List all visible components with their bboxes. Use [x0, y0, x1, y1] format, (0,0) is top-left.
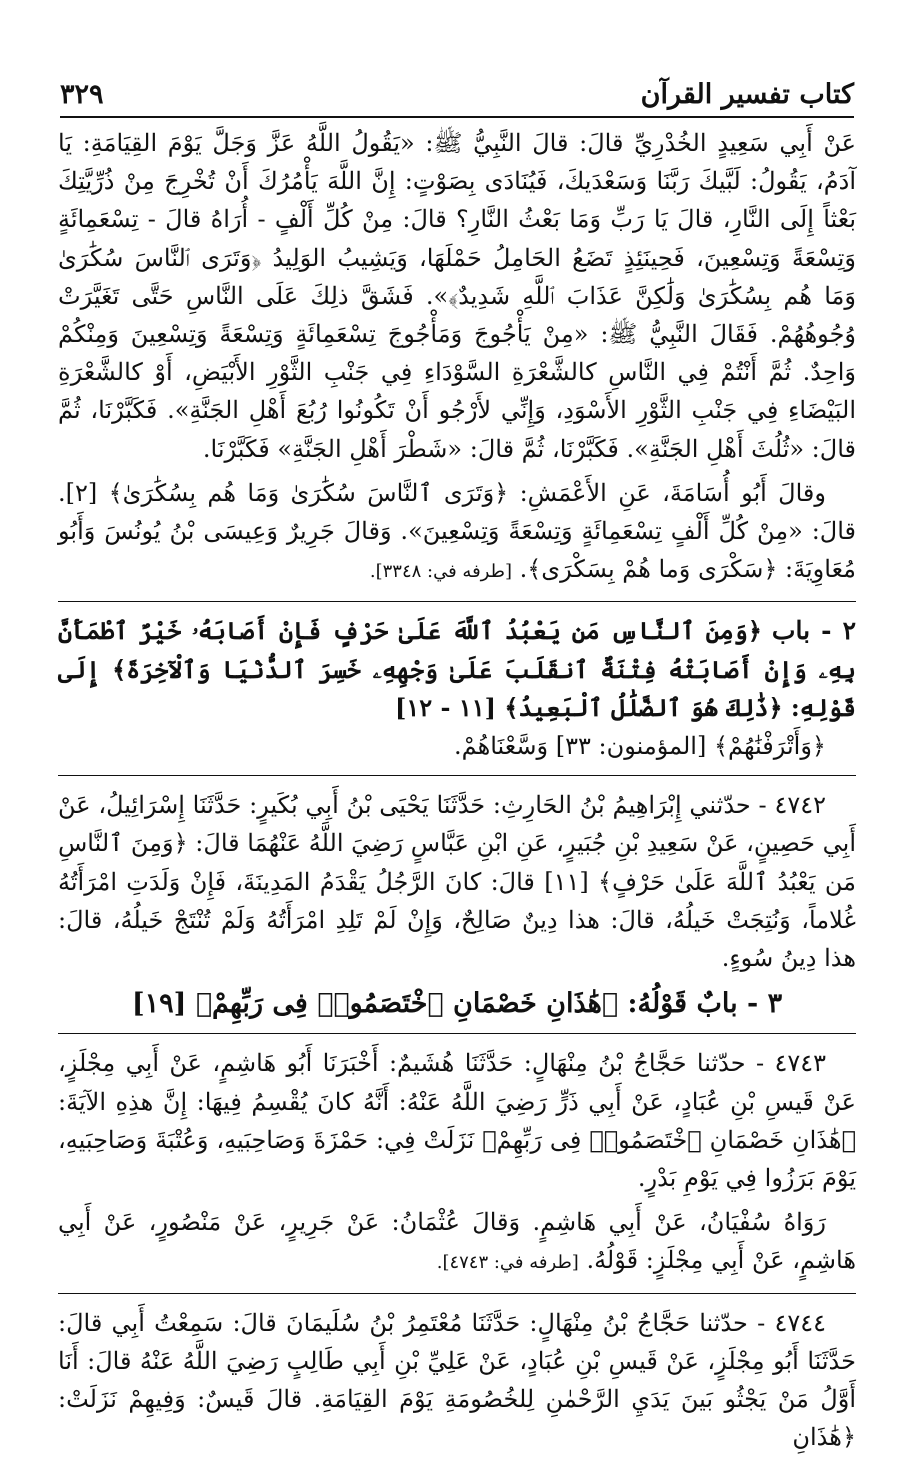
hadith-4742: ٤٧٤٢ - حدّثني إِبْرَاهِيمُ بْنُ الحَارِثِ: حَدَّثَنَا يَحْيَى بْنُ أَبِي بُكَيرٍ: حَدَّثَنَا إِسْرَائِيلُ، عَنْ أَبِي حَصِينٍ، عَنْ سَعِيدِ بْنِ جُبَيرٍ، عَنِ ابْنِ عَبَّاسٍ رَضِيَ اللَّهُ عَنْهُمَا قالَ: ﴿وَمِنَ ٱلنَّاسِ مَن يَعْبُدُ ٱللَّهَ عَلَىٰ حَرْفٍ﴾ [١١] قالَ: كانَ الرَّجُلُ يَقْدَمُ المَدِينَةَ، فَإِنْ وَلَدَتِ امْرَأَتُهُ غُلاماً، وَنُتِجَتْ خَيلُهُ، قالَ: هذا دِينٌ صَالِحٌ، وَإِنْ لَمْ تَلِدِ امْرَأَتُهُ وَلَمْ تُنْتَجْ خَيلُهُ، قالَ: هذا دِينُ سُوءٍ.	[58, 791, 856, 973]
chapter-heading-2	[58, 612, 856, 727]
page-content	[58, 124, 857, 1452]
hadith-continuation-paragraph: عَنْ أَبِي سَعِيدٍ الخُدْرِيِّ قالَ: قالَ النَّبِيُّ ﷺ: «يَقُولُ اللَّهُ عَزَّ وَجَلَّ يَوْمَ القِيَامَةِ: يَا آدَمُ، يَقُولُ: لَبَّيكَ رَبَّنَا وَسَعْدَيكَ، فَيُنَادَى بِصَوْتٍ: إِنَّ اللَّهَ يَأْمُرُكَ أَنْ تُخْرِجَ مِنْ ذُرِّيَّتِكَ بَعْثاً إِلَى النَّارِ، قالَ يَا رَبِّ وَمَا بَعْثُ النَّارِ؟ قالَ: مِنْ كُلِّ أَلْفٍ - أُرَاهُ قالَ - تِسْعَمِائَةٍ وَتِسْعَةً وَتِسْعِينَ، فَحِينَئِذٍ تَضَعُ الحَامِلُ حَمْلَهَا، وَيَشِيبُ الوَلِيدُ ﴿وَتَرَى ٱلنَّاسَ سُكَٰرَىٰ وَمَا هُم بِسُكَٰرَىٰ وَلَٰكِنَّ عَذَابَ ٱللَّهِ شَدِيدٌ﴾». فَشَقَّ ذلِكَ عَلَى النَّاسِ حَتَّى تَغَيَّرَتْ وُجُوهُهُمْ. فَقَالَ النَّبِيُّ ﷺ: «مِنْ يَأْجُوجَ وَمَأْجُوجَ تِسْعَمِائَةٍ وَتِسْعَةً وَتِسْعِينَ وَمِنْكُمْ وَاحِدٌ. ثُمَّ أَنْتُمْ فِي النَّاسِ كالشَّعْرَةِ السَّوْدَاءِ فِي جَنْبِ الثَّوْرِ الأَبْيَضِ، أَوْ كالشَّعْرَةِ البَيْضَاءِ فِي جَنْبِ الثَّوْرِ الأَسْوَدِ، وَإِنِّي لأَرْجُو أَنْ تَكُونُوا رُبُعَ أَهْلِ الجَنَّةِ». فَكَبَّرْنَا، ثُمَّ قالَ: «ثُلُثَ أَهْلِ الجَنَّةِ». فَكَبَّرْنَا، ثُمَّ قالَ: «شَطْرَ أَهْلِ الجَنَّةِ» فَكَبَّرْنَا.	[58, 129, 857, 463]
hadith-4743-note	[58, 1203, 856, 1282]
chapter-label: ٢ - باب	[771, 616, 856, 646]
hadith-4744: ٤٧٤٤ - حدّثنا حَجَّاجُ بْنُ مِنْهَالٍ: حَدَّثَنَا مُعْتَمِرُ بْنُ سُلَيمَانَ قالَ: سَمِعْتُ أَبِي قالَ: حَدَّثَنَا أَبُو مِجْلَزٍ، عَنْ قَيسِ بْنِ عُبَادٍ، عَنْ عَلِيِّ بْنِ أَبِي طَالِبٍ رَضِيَ اللَّهُ عَنْهُ قالَ: أَنَا أَوَّلُ مَنْ يَجْثُو بَينَ يَدَيِ الرَّحْمٰنِ لِلخُصُومَةِ يَوْمَ القِيَامَةِ. قالَ قَيسٌ: وَفِيهِمْ نَزَلَتْ: ﴿هَٰذَانِ	[58, 1308, 856, 1452]
section-divider	[58, 1293, 856, 1294]
narration-text: وقالَ أَبُو أُسَامَةَ، عَنِ الأَعْمَشِ: ﴿وَتَرَى ٱلنَّاسَ سُكَٰرَىٰ وَمَا هُم بِسُكَٰرَىٰ﴾ [٢]. قالَ: «مِنْ كُلِّ أَلْفٍ تِسْعَمِائَةٍ وَتِسْعَةً وَتِسْعِينَ». وَقالَ جَرِيرٌ وَعِيسَى بْنُ يُونُسَ وَأَبُو مُعَاوِيَةَ: ﴿سَكْرَى وَما هُمْ بِسَكْرَى﴾.	[58, 478, 856, 584]
narration-text: رَوَاهُ سُفْيَانُ، عَنْ أَبِي هَاشِمٍ. وَقالَ عُثْمَانُ: عَنْ جَرِيرٍ، عَنْ مَنْصُورٍ، عَنْ أَبِي هَاشِمٍ، عَنْ أَبِي مِجْلَزٍ: قَوْلُهُ.	[58, 1208, 856, 1275]
section-divider	[58, 775, 856, 776]
hadith-4743: ٤٧٤٣ - حدّثنا حَجَّاجُ بْنُ مِنْهَالٍ: حَدَّثَنَا هُشَيمٌ: أَخْبَرَنَا أَبُو هَاشِمٍ، عَنْ أَبِي مِجْلَزٍ، عَنْ قَيسِ بْنِ عُبَادٍ، عَنْ أَبِي ذَرٍّ رَضِيَ اللَّهُ عَنْهُ: أَنَّهُ كانَ يُقْسِمُ فِيهَا: إِنَّ هذِهِ الآيَةَ: ﴿هَٰذَانِ خَصْمَانِ ٱخْتَصَمُوا۟ فِى رَبِّهِمْ﴾ نَزَلَتْ فِي: حَمْزَةَ وَصَاحِبَيهِ، وَعُتْبَةَ وَصَاحِبَيهِ، يَوْمَ بَرَزُوا فِي يَوْمِ بَدْرٍ.	[58, 1049, 856, 1193]
page-header	[60, 58, 854, 118]
chapter-heading-3: ٣ - بابٌ قَوْلُهُ: ﴿هَٰذَانِ خَصْمَانِ ٱخْتَصَمُوا۟ فِى رَبِّهِمْ﴾ [١٩]	[131, 988, 783, 1020]
chapter-verse: ﴿وَمِنَ ٱلنَّاسِ مَن يَعْبُدُ ٱللَّهَ عَلَىٰ حَرْفٍ فَإِنْ أَصَابَهُۥ خَيْرٌ ٱطْمَأَنَّ بِهِۦ وَإِنْ أَصَابَتْهُ فِتْنَةٌ ٱنقَلَبَ عَلَىٰ وَجْهِهِۦ خَسِرَ ٱلدُّنْيَا وَٱلْآخِرَةَ﴾ إِلَى قَوْلِهِ: ﴿ذَٰلِكَ هُوَ ٱلضَّلَٰلُ ٱلْبَعِيدُ﴾ [١١ - ١٢]	[58, 616, 856, 722]
chapter-note: ﴿وَأَتْرَفْنَٰهُمْ﴾ [المؤمنون: ٣٣] وَسَّعْنَاهُمْ.	[453, 732, 826, 761]
narration-paragraph	[58, 474, 856, 592]
cross-reference: [طرفه في: ٤٧٤٣].	[436, 1252, 579, 1274]
running-title: كتاب تفسير القرآن	[640, 79, 854, 110]
page-number: ٣٢٩	[60, 79, 104, 110]
section-divider	[58, 601, 856, 602]
section-divider	[58, 1033, 856, 1034]
cross-reference: [طرفه في: ٣٣٤٨].	[369, 561, 512, 583]
